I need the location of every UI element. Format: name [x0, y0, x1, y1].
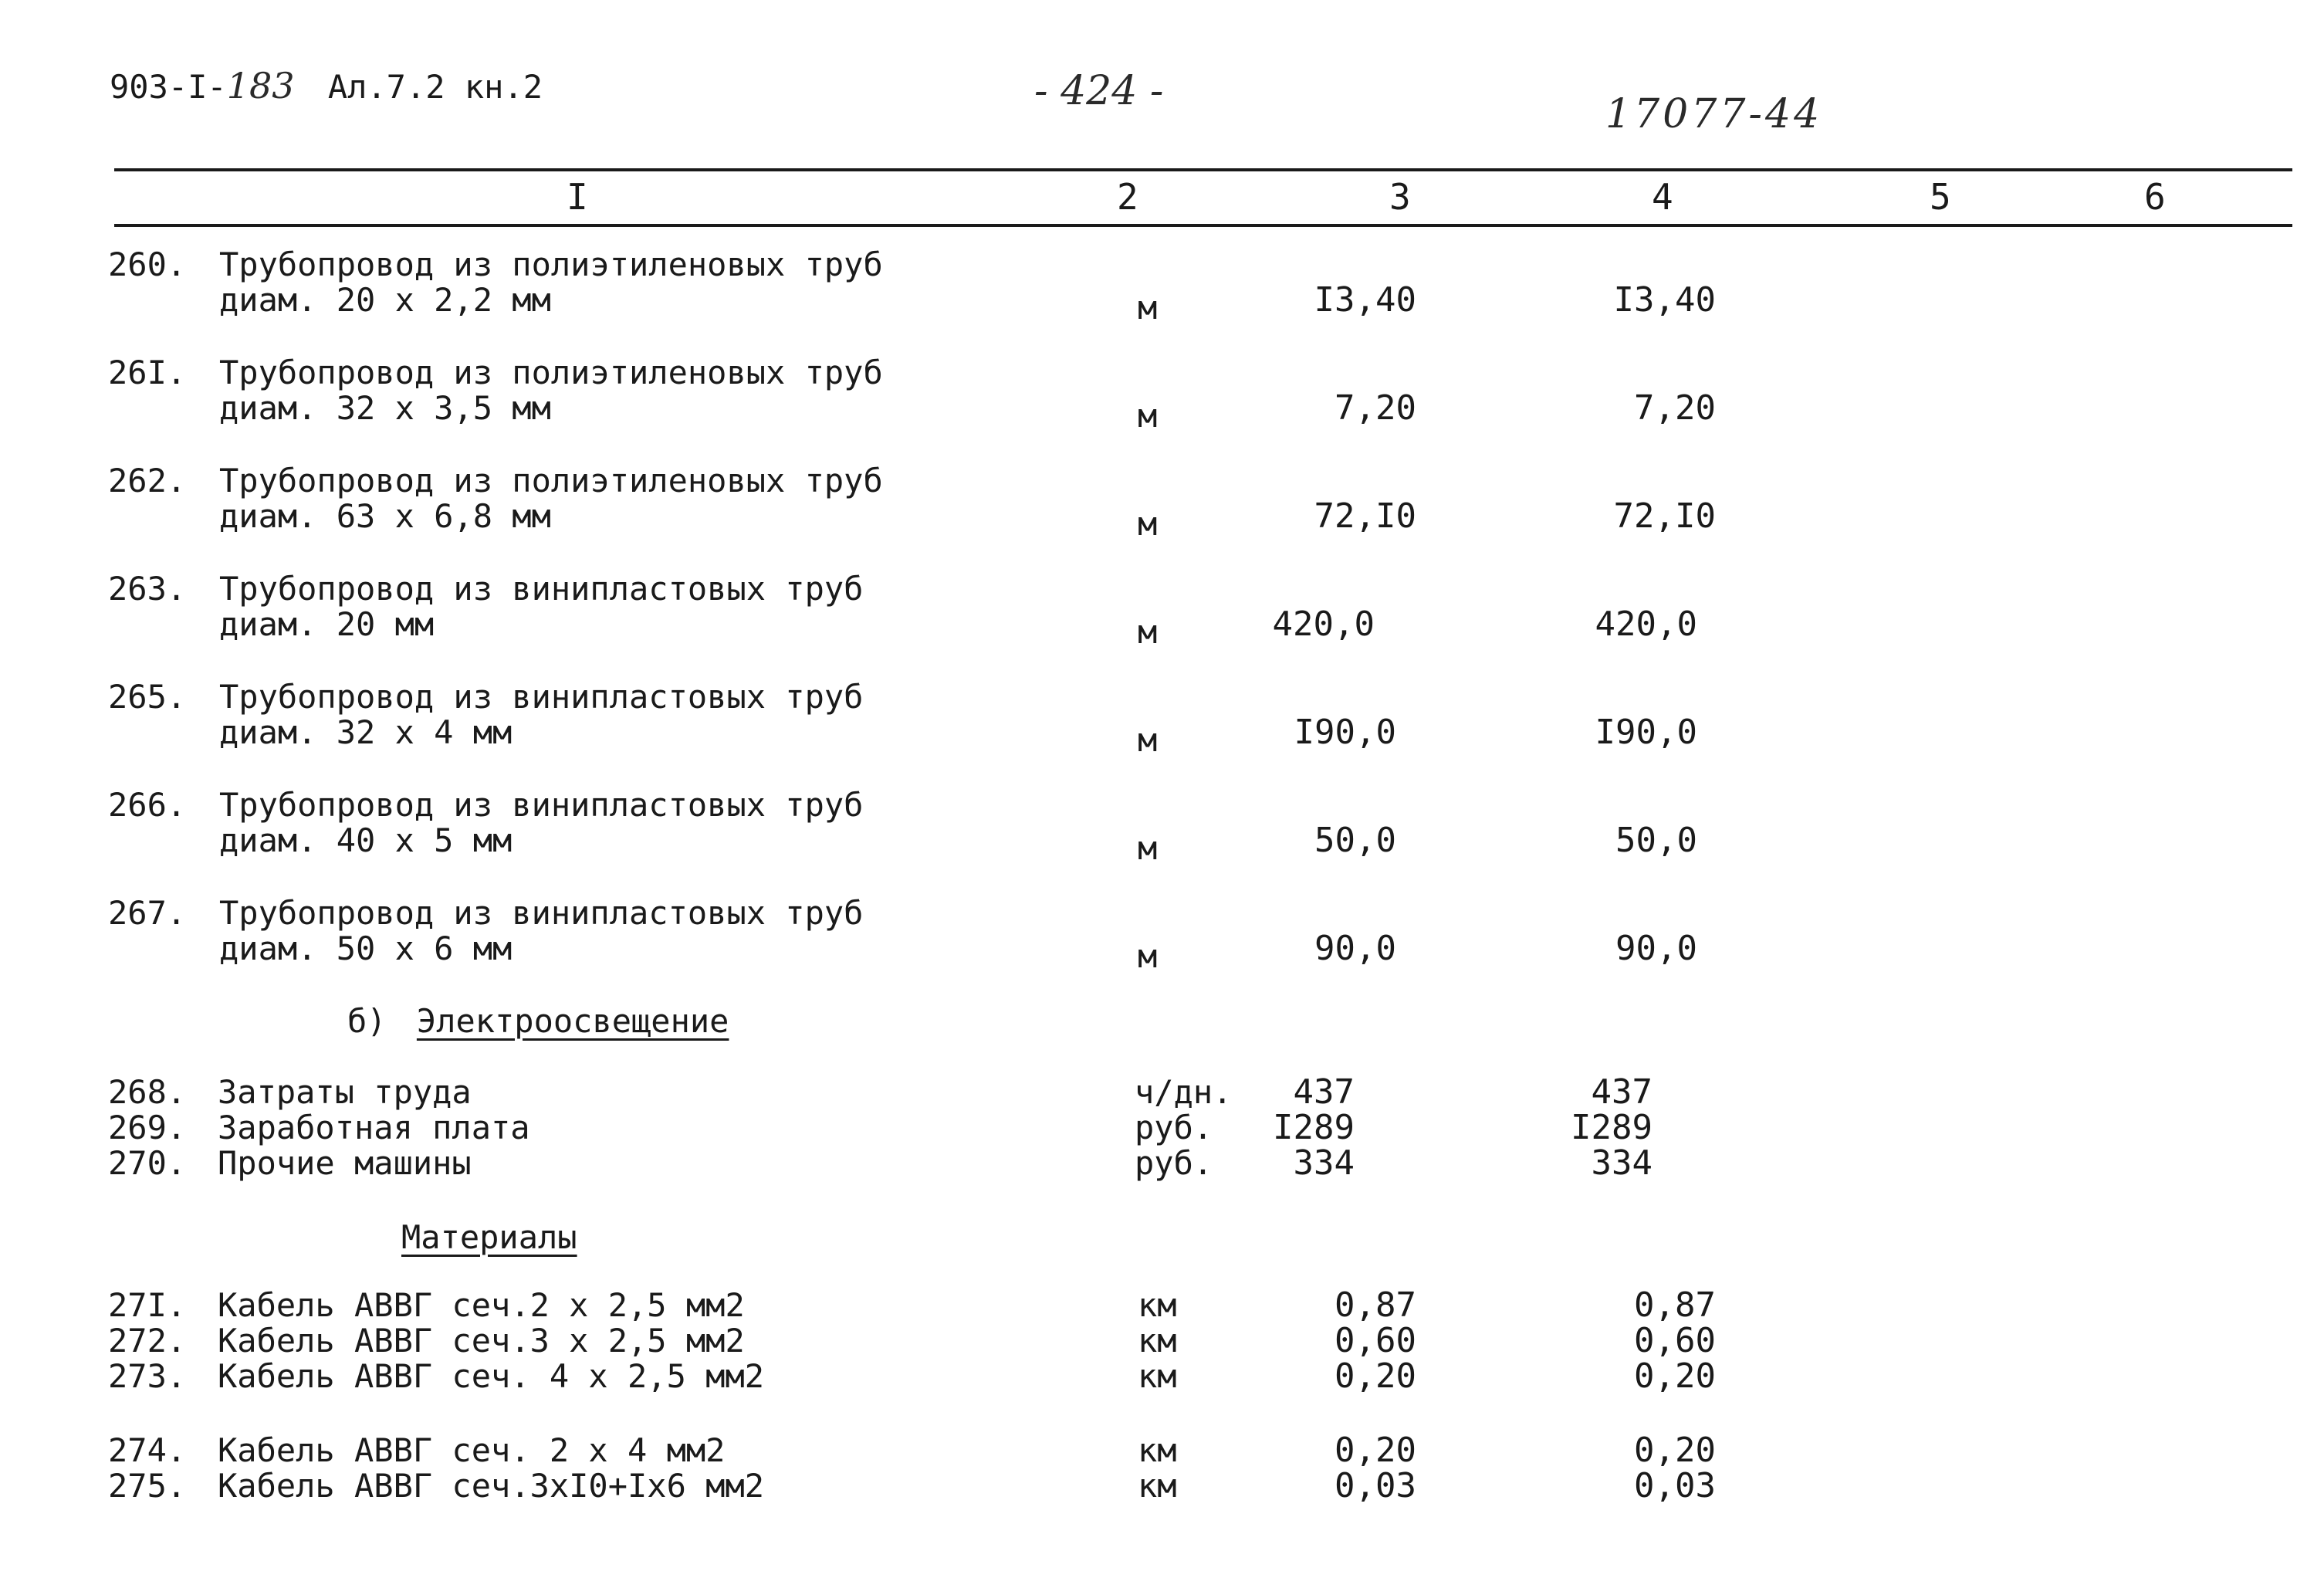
item-number: 270.	[108, 1144, 187, 1182]
item-description-line1: Трубопровод из полиэтиленовых труб	[219, 246, 883, 283]
item-number: 267.	[108, 894, 187, 932]
item-number: 274.	[108, 1431, 187, 1469]
item-unit: км	[1138, 1431, 1177, 1469]
item-value-col3: 0,20	[1335, 1356, 1416, 1396]
item-value-col4: 0,60	[1634, 1321, 1716, 1360]
item-value-col3: 0,60	[1335, 1321, 1416, 1360]
item-unit: м	[1138, 721, 1158, 759]
item-number: 260.	[108, 246, 187, 283]
document-code-suffix: Ал.7.2 кн.2	[327, 68, 543, 106]
item-number: 273.	[108, 1357, 187, 1395]
section-letter: б)	[347, 1002, 387, 1040]
item-value-col4: I3,40	[1613, 280, 1716, 320]
item-description-line1: Трубопровод из полиэтиленовых труб	[219, 462, 883, 499]
item-description: Затраты труда	[218, 1073, 472, 1111]
item-unit: ч/дн.	[1135, 1073, 1233, 1111]
document-code-prefix: 903-I-	[110, 68, 227, 106]
item-value-col4: I90,0	[1595, 713, 1697, 752]
item-description: Кабель АВВГ сеч.3хI0+Iх6 мм2	[218, 1467, 765, 1505]
item-value-col3: 334	[1293, 1143, 1355, 1183]
item-number: 262.	[108, 462, 187, 499]
item-description-line2: диам. 50 х 6 мм	[219, 930, 512, 967]
item-value-col3: I90,0	[1294, 713, 1396, 752]
item-number: 272.	[108, 1322, 187, 1360]
item-description-line1: Трубопровод из винипластовых труб	[219, 894, 864, 932]
inventory-number: 17077-44	[1605, 91, 1823, 137]
item-value-col4: 90,0	[1615, 929, 1697, 968]
item-value-col4: 0,03	[1634, 1466, 1716, 1505]
item-description-line2: диам. 63 х 6,8 мм	[219, 497, 551, 535]
item-unit: км	[1138, 1286, 1177, 1324]
item-unit: км	[1138, 1322, 1177, 1360]
item-description-line1: Трубопровод из винипластовых труб	[219, 786, 864, 824]
item-value-col4: 72,I0	[1613, 496, 1716, 536]
page-number: - 424 -	[1034, 68, 1164, 114]
section-title: Электроосвещение	[416, 1002, 729, 1040]
item-description-line2: диам. 40 х 5 мм	[219, 821, 512, 859]
item-number: 269.	[108, 1109, 187, 1146]
materials-heading: Материалы	[401, 1218, 577, 1256]
item-unit: км	[1138, 1357, 1177, 1395]
column-header-6: 6	[2144, 176, 2166, 218]
item-value-col3: 420,0	[1272, 604, 1375, 644]
item-value-col3: 0,03	[1335, 1466, 1416, 1505]
item-description: Кабель АВВГ сеч.2 х 2,5 мм2	[218, 1286, 745, 1324]
column-header-3: 3	[1389, 176, 1411, 218]
item-description-line2: диам. 20 х 2,2 мм	[219, 281, 551, 319]
item-description-line1: Трубопровод из полиэтиленовых труб	[219, 354, 883, 391]
item-description: Прочие машины	[218, 1144, 472, 1182]
column-header-5: 5	[1930, 176, 1951, 218]
item-description-line2: диам. 32 х 3,5 мм	[219, 389, 551, 427]
item-value-col3: I289	[1273, 1108, 1355, 1147]
item-description: Кабель АВВГ сеч.3 х 2,5 мм2	[218, 1322, 745, 1360]
item-value-col3: 0,20	[1335, 1431, 1416, 1470]
item-value-col4: 7,20	[1634, 388, 1716, 428]
item-value-col3: 50,0	[1314, 821, 1396, 860]
item-value-col4: 437	[1591, 1072, 1653, 1112]
column-header-1: I	[567, 176, 588, 218]
column-header-4: 4	[1652, 176, 1673, 218]
item-value-col3: I3,40	[1314, 280, 1416, 320]
item-value-col3: 7,20	[1335, 388, 1416, 428]
item-number: 268.	[108, 1073, 187, 1111]
item-unit: м	[1138, 289, 1158, 327]
item-unit: руб.	[1135, 1109, 1213, 1146]
column-header-2: 2	[1117, 176, 1138, 218]
item-description-line2: диам. 32 х 4 мм	[219, 713, 512, 751]
table-header-rule	[114, 224, 2292, 227]
section-heading	[347, 1004, 729, 1039]
item-value-col3: 90,0	[1314, 929, 1396, 968]
item-value-col4: I289	[1571, 1108, 1653, 1147]
item-unit: м	[1138, 505, 1158, 543]
item-value-col4: 420,0	[1595, 604, 1697, 644]
item-value-col4: 0,20	[1634, 1431, 1716, 1470]
item-value-col4: 50,0	[1615, 821, 1697, 860]
item-number: 275.	[108, 1467, 187, 1505]
item-number: 265.	[108, 678, 187, 716]
item-description-line1: Трубопровод из винипластовых труб	[219, 678, 864, 716]
item-number: 26I.	[108, 354, 187, 391]
item-description: Заработная плата	[218, 1109, 530, 1146]
item-description-line2: диам. 20 мм	[219, 605, 435, 643]
item-unit: м	[1138, 397, 1158, 435]
item-value-col3: 0,87	[1335, 1285, 1416, 1325]
document-code-handwritten: 183	[226, 65, 295, 107]
document-code	[110, 65, 543, 107]
item-number: 27I.	[108, 1286, 187, 1324]
item-value-col4: 0,87	[1634, 1285, 1716, 1325]
item-unit: м	[1138, 829, 1158, 867]
item-unit: м	[1138, 613, 1158, 651]
table-top-rule	[114, 168, 2292, 171]
item-unit: м	[1138, 937, 1158, 975]
item-value-col4: 334	[1591, 1143, 1653, 1183]
item-description: Кабель АВВГ сеч. 4 х 2,5 мм2	[218, 1357, 765, 1395]
item-number: 263.	[108, 570, 187, 608]
item-description-line1: Трубопровод из винипластовых труб	[219, 570, 864, 608]
item-unit: руб.	[1135, 1144, 1213, 1182]
item-number: 266.	[108, 786, 187, 824]
item-value-col3: 72,I0	[1314, 496, 1416, 536]
item-unit: км	[1138, 1467, 1177, 1505]
item-value-col3: 437	[1293, 1072, 1355, 1112]
item-description: Кабель АВВГ сеч. 2 х 4 мм2	[218, 1431, 726, 1469]
item-value-col4: 0,20	[1634, 1356, 1716, 1396]
